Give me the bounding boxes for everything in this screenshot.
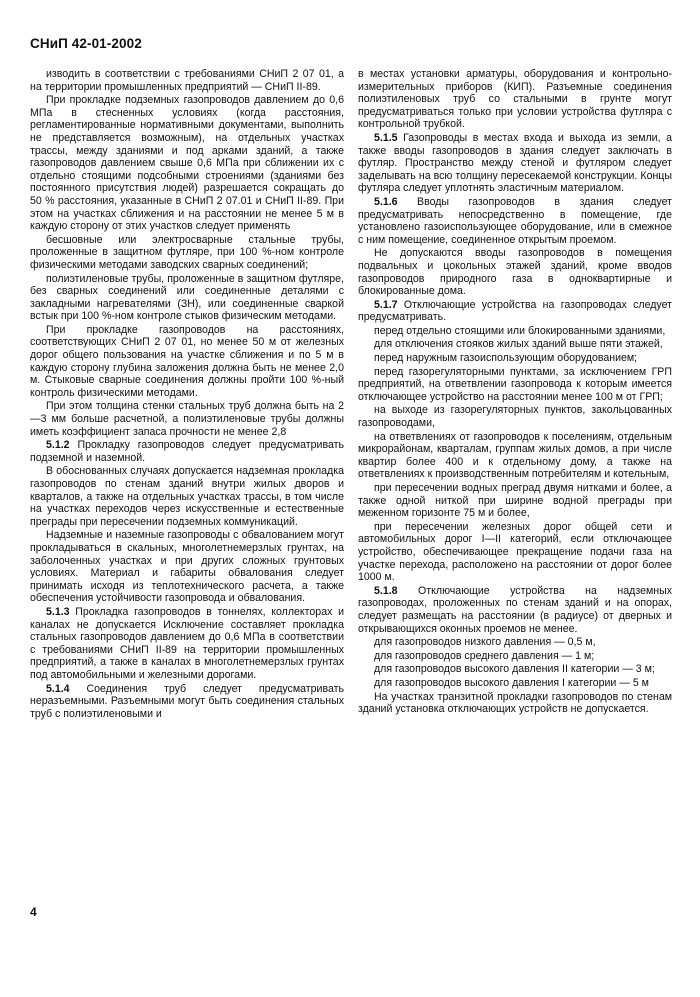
paragraph (358, 247, 672, 297)
paragraph-text: перед отдельно стоящими или блокированными зданиями, (374, 324, 666, 337)
paragraph (358, 663, 672, 676)
paragraph (358, 352, 672, 365)
paragraph-text: Не допускаются вводы газопроводов в помещения подвальных и цокольных этажей зданий, кроме вводов газопроводов природного газа в одноквартирные и блокированные дома. (358, 247, 672, 298)
paragraph (30, 465, 344, 528)
section-number: 5.1.8 (374, 584, 398, 597)
paragraph-text: для газопроводов среднего давления — 1 м; (374, 649, 595, 662)
paragraph-text: На участках транзитной прокладки газопроводов по стенам зданий установка отключающих устройств не допускается. (358, 690, 672, 716)
paragraph-text: перед газорегуляторными пунктами, за исключением ГРП предприятий, на ответвлении газопровода к которым имеется отключающее устройство на расстоянии менее 100 м от ГРП; (358, 365, 672, 403)
paragraph (30, 439, 344, 464)
paragraph (358, 650, 672, 663)
paragraph-text: Отключающие устройства на газопроводах следует предусматривать. (358, 298, 672, 324)
paragraph-text: Соединения труб следует предусматривать неразъемными. Разъемными могут быть соединения стальных труб с полиэтиленовыми и (30, 682, 344, 720)
paragraph-text: для газопроводов высокого давления II категории — 3 м; (374, 663, 655, 676)
paragraph-text: для газопроводов высокого давления I категории — 5 м (374, 676, 649, 689)
paragraph (30, 683, 344, 721)
section-number: 5.1.2 (46, 439, 70, 452)
section-number: 5.1.5 (374, 131, 398, 144)
paragraph-text: на ответвлениях от газопроводов к поселениям, отдельным микрорайонам, кварталам, группам жилых домов, а при числе квартир более 400 и к отдельному дому, а также на ответвлениях к производственным потребителям и котельным, (358, 430, 672, 481)
paragraph (30, 606, 344, 682)
paragraph-text: для газопроводов низкого давления — 0,5 м, (374, 636, 596, 649)
paragraph-text: Вводы газопроводов в здания следует предусматривать непосредственно в помещение, где установлено газоиспользующее оборудование, или в смежное с ним помещение, соединенное открытым проемом. (358, 195, 672, 246)
paragraph-text: При прокладке газопроводов на расстояниях, соответствующих СНиП 2 07 01, но менее 50 м от железных дорог общего пользования на участке сближения и по 5 м в каждую сторону глубина заложения должна быть не менее 2,0 м. Стыковые сварные соединения должны пройти 100 %-ный контроль физическими методами. (30, 323, 344, 399)
paragraph-text: Отключающие устройства на надземных газопроводах, проложенных по стенам зданий и на опорах, следует размещать на расстоянии (в радиусе) от дверных и открывающихся оконных проемов не менее. (358, 584, 672, 635)
paragraph-text: при пересечении водных преград двумя нитками и более, а также одной ниткой при ширине водной преграды при меженном горизонте 75 м и более, (358, 482, 672, 520)
right-column (358, 68, 672, 717)
paragraph (30, 273, 344, 323)
paragraph (358, 404, 672, 429)
paragraph-text: Газопроводы в местах входа и выхода из земли, а также вводы газопроводов в здания следует заключать в футляр. Пространство между стеной и футляром следует заделывать на всю толщину пересекаемой конструкции. Концы футляра следует уплотнять эластичным материалом. (358, 131, 672, 195)
paragraph (358, 691, 672, 716)
paragraph-text: для отключения стояков жилых зданий выше пяти этажей, (374, 338, 663, 351)
paragraph (358, 68, 672, 131)
paragraph (358, 299, 672, 324)
paragraph (30, 324, 344, 400)
paragraph-text: при пересечении железных дорог общей сети и автомобильных дорог I—II категорий, если отключающее устройство, обеспечивающее прекращение подачи газа на участке перехода, расположено на расстоянии от дорог более 1000 м. (358, 520, 672, 584)
paragraph (358, 585, 672, 635)
paragraph (30, 94, 344, 233)
paragraph-text: в местах установки арматуры, оборудования и контрольно-измерительных приборов (КИП). Разъемные соединения полиэтиленовых труб со стальными в грунте могут предусматриваться только при условии устройства футляра с контрольной трубкой. (358, 68, 672, 131)
paragraph (30, 400, 344, 438)
paragraph-text: При прокладке подземных газопроводов давлением до 0,6 МПа в стесненных условиях (когда расстояния, регламентированные нормативными документами, выполнить не представляется возможным), на отдельных участках трассы, между зданиями и под арками зданий, а также газопроводов давлением свыше 0,6 МПа при сближении их с отдельно стоящими подсобными строениями (зданиями без постоянного присутствия людей) разрешается сокращать до 50 % расстояния, указанные в СНиП 2 07.01 и СНиП II-89. При этом на участках сближения и на расстоянии не менее 5 м в каждую сторону от этих участков следует применять (30, 94, 344, 233)
paragraph (358, 482, 672, 520)
left-column (30, 68, 344, 721)
paragraph-text: изводить в соответствии с требованиями СНиП 2 07 01, а на территории промышленных предприятий — СНиП II-89. (30, 68, 344, 93)
paragraph-text: полиэтиленовые трубы, проложенные в защитном футляре, без сварных соединений или соединенные деталями с закладными нагревателями (ЗН), или соединенные сваркой встык при 100 %-ном контроле стыков физическим методами. (30, 272, 344, 323)
section-number: 5.1.6 (374, 195, 398, 208)
paragraph-text: на выходе из газорегуляторных пунктов, закольцованных газопроводами, (358, 404, 672, 430)
paragraph (358, 431, 672, 481)
paragraph-text: Прокладку газопроводов следует предусматривать подземной и наземной. (30, 439, 344, 464)
paragraph-text: Надземные и наземные газопроводы с обвалованием могут прокладываться в скальных, многолетнемерзлых грунтах, на заболоченных участках и при других сложных грунтовых условиях. Материал и габариты обвалования следует принимать исходя из теплотехнического расчета, а также обеспечения устойчивости газопровода и обвалования. (30, 529, 344, 605)
page-number: 4 (30, 905, 37, 919)
section-number: 5.1.7 (374, 298, 398, 311)
document-header: СНиП 42-01-2002 (30, 36, 142, 51)
paragraph (358, 132, 672, 195)
paragraph (358, 677, 672, 690)
paragraph-text: Прокладка газопроводов в тоннелях, коллекторах и каналах не допускается Исключение составляет прокладка стальных газопроводов давлением до 0,6 МПа в соответствии с требованиями СНиП II-89 на территории промышленных предприятий, а также в каналах в многолетнемерзлых грунтах под автомобильными и железными дорогами. (30, 605, 344, 681)
section-number: 5.1.3 (46, 605, 70, 618)
paragraph (358, 338, 672, 351)
paragraph (358, 521, 672, 584)
paragraph-text: При этом толщина стенки стальных труб должна быть на 2—3 мм больше расчетной, а полиэтиленовые трубы должны иметь коэффициент запаса прочности не менее 2,8 (30, 400, 344, 438)
paragraph (358, 325, 672, 338)
paragraph (30, 68, 344, 93)
paragraph-text: бесшовные или электросварные стальные трубы, проложенные в защитном футляре, при 100 %-ном контроле физическими методами заводских сварных соединений; (30, 233, 344, 271)
section-number: 5.1.4 (46, 682, 70, 695)
paragraph (30, 234, 344, 272)
paragraph (358, 366, 672, 404)
paragraph-text: перед наружным газоиспользующим оборудованием; (374, 352, 638, 365)
paragraph (30, 529, 344, 605)
paragraph (358, 636, 672, 649)
paragraph-text: В обоснованных случаях допускается надземная прокладка газопроводов по стенам зданий внутри жилых дворов и кварталов, а также на отдельных участках трассы, в том числе на участках переходов через искусственные и естественные преграды при пересечении подземных коммуникаций. (30, 465, 344, 528)
paragraph (358, 196, 672, 246)
